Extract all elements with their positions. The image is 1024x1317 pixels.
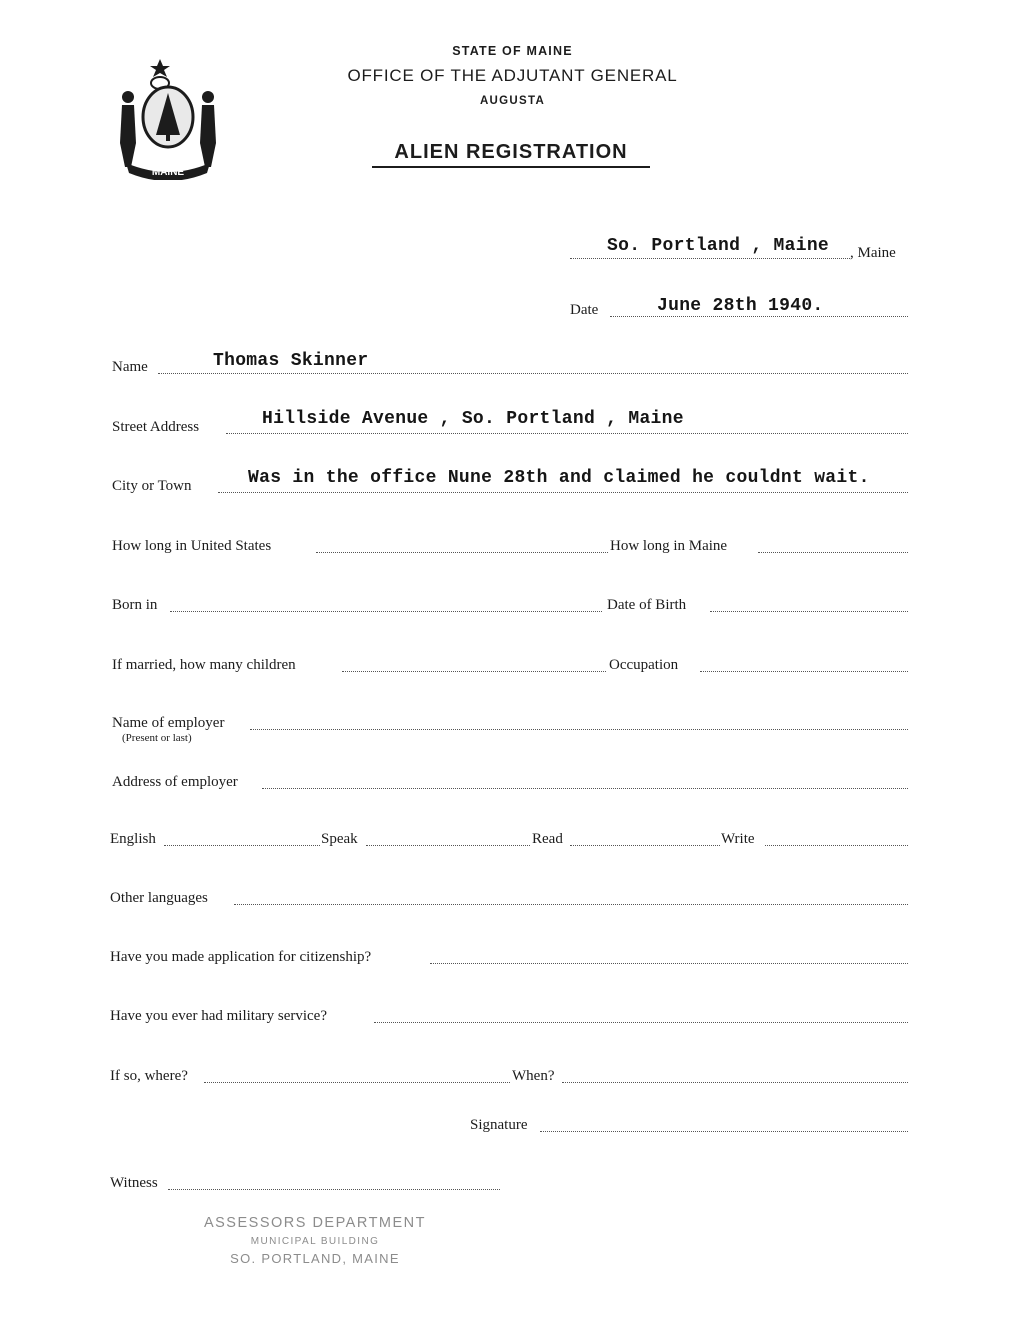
how-long-maine-label: How long in Maine [610, 538, 728, 554]
stamp-line-3: SO. PORTLAND, MAINE [230, 1251, 400, 1266]
born-in-line [170, 611, 602, 612]
street-value: Hillside Avenue , So. Portland , Maine [262, 409, 684, 429]
location-value: So. Portland , Maine [607, 236, 830, 256]
city-line [218, 492, 908, 493]
speak-label: Speak [321, 831, 358, 847]
citizenship-line [430, 963, 908, 964]
maine-state-seal [112, 55, 224, 180]
city-value: Was in the office Nune 28th and claimed he couldnt wait. [248, 468, 870, 488]
header-office: OFFICE OF THE ADJUTANT GENERAL [347, 66, 678, 85]
stamp-line-1: ASSESSORS DEPARTMENT [203, 1215, 427, 1231]
form-title: ALIEN REGISTRATION [372, 141, 650, 168]
employer-address-label: Address of employer [112, 774, 238, 790]
date-value: June 28th 1940. [657, 296, 824, 316]
name-label: Name [112, 359, 148, 375]
if-so-where-label: If so, where? [110, 1068, 188, 1084]
name-value: Thomas Skinner [213, 351, 369, 371]
dob-label: Date of Birth [607, 597, 687, 613]
seal-banner-text: MAINE [151, 167, 185, 178]
how-long-us-line [316, 552, 608, 553]
married-line [342, 671, 606, 672]
when-line [562, 1082, 908, 1083]
speak-line [366, 845, 530, 846]
read-line [570, 845, 720, 846]
write-label: Write [721, 831, 755, 847]
married-label: If married, how many children [112, 657, 296, 673]
witness-line [168, 1189, 500, 1190]
how-long-maine-line [758, 552, 908, 553]
street-label: Street Address [112, 419, 200, 435]
citizenship-label: Have you made application for citizenship? [110, 949, 372, 965]
employer-label: Name of employer [112, 715, 225, 731]
write-line [765, 845, 908, 846]
stamp-line-2: MUNICIPAL BUILDING [250, 1236, 380, 1247]
english-label: English [110, 831, 156, 847]
occupation-label: Occupation [609, 657, 679, 673]
city-label: City or Town [112, 478, 192, 494]
location-line [570, 258, 850, 259]
if-so-where-line [204, 1082, 510, 1083]
location-suffix-label: , Maine [850, 245, 896, 261]
street-line [226, 433, 908, 434]
signature-label: Signature [470, 1117, 528, 1133]
english-line [164, 845, 320, 846]
military-line [374, 1022, 908, 1023]
employer-line [250, 729, 908, 730]
header-city: AUGUSTA [479, 95, 546, 107]
read-label: Read [532, 831, 563, 847]
other-languages-line [234, 904, 908, 905]
other-languages-label: Other languages [110, 890, 208, 906]
employer-sub-label: (Present or last) [122, 732, 192, 744]
name-line [158, 373, 908, 374]
born-in-label: Born in [112, 597, 158, 613]
when-label: When? [512, 1068, 555, 1084]
occupation-line [700, 671, 908, 672]
date-label: Date [570, 302, 599, 318]
witness-label: Witness [110, 1175, 158, 1191]
signature-line [540, 1131, 908, 1132]
military-label: Have you ever had military service? [110, 1008, 327, 1024]
date-line [610, 316, 908, 317]
header-state: STATE OF MAINE [452, 44, 573, 58]
employer-address-line [262, 788, 908, 789]
how-long-us-label: How long in United States [112, 538, 272, 554]
dob-line [710, 611, 908, 612]
